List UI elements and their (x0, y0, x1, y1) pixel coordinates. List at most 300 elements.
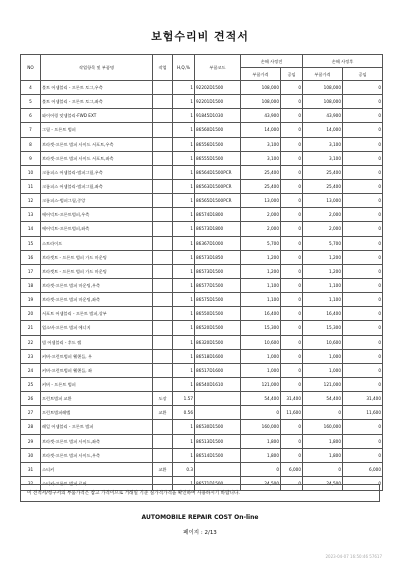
header-item: 작업항목 및 부품명 (41, 55, 153, 81)
row-labor-before: 0 (281, 264, 303, 278)
row-part-code: 86560D1500 (195, 123, 241, 137)
row-part-price-before: 24,500 (241, 476, 281, 490)
row-part-code: 86577D1500 (195, 278, 241, 292)
row-work (153, 194, 173, 208)
row-labor-before: 0 (281, 321, 303, 335)
row-part-code: 86367D1000 (195, 236, 241, 250)
row-item: 프런트범퍼 교환 (41, 392, 153, 406)
row-item: 브라켓-프론트 범퍼 사이드 서포트,우측 (41, 137, 153, 151)
row-labor-after: 0 (343, 321, 383, 335)
row-work (153, 179, 173, 193)
row-no: 27 (21, 406, 41, 420)
row-hq: 0.56 (173, 406, 195, 420)
row-item: 에어덕트-프론트범퍼,우측 (41, 208, 153, 222)
notice-text: 이 견적서/청구서의 부품가격은 참고 가격이므로 거래일 기준 실가격가격을 확인하여 사용하시기 바랍니다. (27, 491, 240, 496)
row-work (153, 434, 173, 448)
row-part-code: 86514D1500 (195, 448, 241, 462)
row-part-price-after: 2,000 (303, 222, 343, 236)
row-item: 스트라이프 (41, 236, 153, 250)
row-hq: 1 (173, 321, 195, 335)
row-item: 커버-프런트범퍼 웰핸들, 우 (41, 349, 153, 363)
row-item: 업소버-프론트 범퍼 에너지 (41, 321, 153, 335)
table-row (21, 406, 383, 420)
row-hq: 1 (173, 236, 195, 250)
row-no: 26 (21, 392, 41, 406)
row-part-code: 86575D1500 (195, 293, 241, 307)
row-part-price-before: 25,400 (241, 165, 281, 179)
row-labor-after: 0 (343, 151, 383, 165)
header-part-price-before: 부품가격 (241, 68, 281, 81)
row-part-code: 86565D1500PCR (195, 194, 241, 208)
document-title: 보험수리비 견적서 (151, 30, 249, 43)
header-work: 작업 (153, 55, 173, 81)
row-part-code: 86540D1610 (195, 377, 241, 391)
row-no: 16 (21, 250, 41, 264)
row-labor-before: 0 (281, 95, 303, 109)
row-labor-before: 6,000 (281, 462, 303, 476)
row-labor-before: 0 (281, 349, 303, 363)
table-row (21, 137, 383, 151)
row-work (153, 363, 173, 377)
row-hq: 1 (173, 307, 195, 321)
row-labor-after: 0 (343, 194, 383, 208)
row-no: 9 (21, 151, 41, 165)
row-no: 17 (21, 264, 41, 278)
row-item: 커버 - 프론트 범퍼 (41, 377, 153, 391)
row-part-price-before: 3,100 (241, 137, 281, 151)
row-part-code: 86573D1850 (195, 250, 241, 264)
row-work (153, 109, 173, 123)
row-item: 크롬피스 어셈블리-범퍼그릴,우측 (41, 165, 153, 179)
row-hq: 1 (173, 448, 195, 462)
row-no: 21 (21, 321, 41, 335)
row-work (153, 236, 173, 250)
row-hq: 1 (173, 434, 195, 448)
row-part-price-before: 1,800 (241, 448, 281, 462)
row-hq: 1 (173, 264, 195, 278)
row-part-price-after: 3,100 (303, 137, 343, 151)
row-part-price-before: 5,700 (241, 236, 281, 250)
row-hq: 1 (173, 349, 195, 363)
row-part-price-after: 16,400 (303, 307, 343, 321)
row-part-code: 92201D1500 (195, 95, 241, 109)
page-number: 페이지 : 2/13 (183, 530, 217, 536)
table-row (21, 462, 383, 476)
header-part-code: 부품코드 (195, 55, 241, 81)
row-part-price-before: 1,000 (241, 363, 281, 377)
row-labor-before: 0 (281, 165, 303, 179)
row-part-price-before: 0 (241, 406, 281, 420)
row-work: 교환 (153, 462, 173, 476)
row-hq: 1 (173, 335, 195, 349)
row-labor-before: 0 (281, 335, 303, 349)
row-part-price-before: 2,000 (241, 208, 281, 222)
row-work (153, 250, 173, 264)
row-no: 15 (21, 236, 41, 250)
table-body (21, 81, 383, 491)
row-hq: 1 (173, 194, 195, 208)
row-no: 6 (21, 109, 41, 123)
row-item: 볼트 어셈블리 - 프론트 토그,우측 (41, 81, 153, 95)
row-part-code: 86513D1500 (195, 434, 241, 448)
row-labor-after: 0 (343, 236, 383, 250)
row-item: 서포트 어셈블리 - 프론트 범퍼,상부 (41, 307, 153, 321)
header-labor-before: 공임 (281, 68, 303, 81)
row-part-code: 86320D1500 (195, 335, 241, 349)
table-row (21, 448, 383, 462)
row-work (153, 377, 173, 391)
row-no: 30 (21, 448, 41, 462)
row-work (153, 123, 173, 137)
row-labor-after: 11,600 (343, 406, 383, 420)
table-row (21, 95, 383, 109)
header-group-after: 손해 사정후 (303, 55, 383, 68)
table-row (21, 420, 383, 434)
row-part-code: 86573D1500 (195, 264, 241, 278)
row-hq: 1 (173, 81, 195, 95)
row-labor-after: 0 (343, 448, 383, 462)
estimate-table (20, 54, 383, 491)
row-part-price-after: 160,000 (303, 420, 343, 434)
row-part-price-after: 1,200 (303, 264, 343, 278)
table-row (21, 109, 383, 123)
row-hq: 1 (173, 278, 195, 292)
row-item: 와이어링 앗셈블리-FWD EXT (41, 109, 153, 123)
row-labor-before: 0 (281, 278, 303, 292)
row-item: 브라켓-프론트 범퍼 사이드 서포트,좌측 (41, 151, 153, 165)
row-part-price-after: 25,400 (303, 179, 343, 193)
row-work (153, 321, 173, 335)
row-no: 10 (21, 165, 41, 179)
row-work (153, 95, 173, 109)
row-labor-after: 0 (343, 123, 383, 137)
row-labor-before: 0 (281, 81, 303, 95)
row-part-price-after: 0 (303, 462, 343, 476)
row-part-price-before: 13,000 (241, 194, 281, 208)
row-labor-before: 0 (281, 476, 303, 490)
row-hq: 1 (173, 250, 195, 264)
table-row (21, 194, 383, 208)
row-part-price-after: 3,100 (303, 151, 343, 165)
row-hq: 1 (173, 151, 195, 165)
table-row (21, 222, 383, 236)
row-part-price-before: 1,200 (241, 264, 281, 278)
row-labor-before: 0 (281, 293, 303, 307)
row-part-code (195, 392, 241, 406)
row-part-price-after: 43,900 (303, 109, 343, 123)
row-part-price-before: 43,900 (241, 109, 281, 123)
row-part-price-after: 5,700 (303, 236, 343, 250)
header-group-before: 손해 사정전 (241, 55, 303, 68)
row-hq: 1 (173, 222, 195, 236)
row-part-price-after: 2,000 (303, 208, 343, 222)
row-item: 커버-프런트범퍼 웰핸들, 좌 (41, 363, 153, 377)
row-hq: 1 (173, 420, 195, 434)
row-part-price-before: 160,000 (241, 420, 281, 434)
row-part-code: 86573D1800 (195, 222, 241, 236)
row-part-code: 86564D1500PCR (195, 165, 241, 179)
row-labor-after: 0 (343, 278, 383, 292)
row-labor-before: 0 (281, 123, 303, 137)
row-part-code: 86517D1600 (195, 363, 241, 377)
table-row (21, 392, 383, 406)
row-item: 브라켓-프론트 범퍼 마운팅,우측 (41, 278, 153, 292)
row-hq: 1 (173, 109, 195, 123)
row-part-code: 86555D1500 (195, 151, 241, 165)
row-labor-after: 0 (343, 377, 383, 391)
table-row (21, 123, 383, 137)
table-row (21, 250, 383, 264)
row-part-price-after: 0 (303, 406, 343, 420)
row-work (153, 349, 173, 363)
row-part-price-after: 1,000 (303, 349, 343, 363)
row-part-price-after: 25,400 (303, 165, 343, 179)
row-labor-before: 31,400 (281, 392, 303, 406)
row-labor-before: 0 (281, 137, 303, 151)
row-no: 32 (21, 476, 41, 490)
table-row (21, 307, 383, 321)
row-part-code: 86520D1500 (195, 321, 241, 335)
row-part-price-after: 24,500 (303, 476, 343, 490)
row-hq: 1 (173, 179, 195, 193)
row-part-price-after: 54,400 (303, 392, 343, 406)
row-no: 5 (21, 95, 41, 109)
row-part-price-before: 0 (241, 462, 281, 476)
table-row (21, 236, 383, 250)
row-labor-before: 0 (281, 434, 303, 448)
row-item: 프런트범퍼레벨 (41, 406, 153, 420)
row-no: 31 (21, 462, 41, 476)
table-row (21, 81, 383, 95)
row-labor-after: 0 (343, 165, 383, 179)
row-part-price-after: 108,000 (303, 95, 343, 109)
row-hq: 1 (173, 476, 195, 490)
table-row (21, 278, 383, 292)
row-no: 22 (21, 335, 41, 349)
row-part-price-after: 1,200 (303, 250, 343, 264)
row-work (153, 81, 173, 95)
row-no: 7 (21, 123, 41, 137)
row-no: 14 (21, 222, 41, 236)
row-part-price-after: 15,300 (303, 321, 343, 335)
row-labor-after: 0 (343, 349, 383, 363)
row-part-price-before: 3,100 (241, 151, 281, 165)
notice-box (20, 484, 380, 502)
row-no: 29 (21, 434, 41, 448)
row-part-price-before: 16,400 (241, 307, 281, 321)
row-part-price-before: 25,400 (241, 179, 281, 193)
row-labor-after: 0 (343, 293, 383, 307)
row-no: 4 (21, 81, 41, 95)
row-labor-after: 6,000 (343, 462, 383, 476)
row-hq: 0.3 (173, 462, 195, 476)
table-row (21, 335, 383, 349)
row-part-price-before: 54,400 (241, 392, 281, 406)
row-labor-before: 0 (281, 109, 303, 123)
row-labor-after: 0 (343, 208, 383, 222)
row-hq: 1 (173, 95, 195, 109)
row-item: 브라켓트 - 프론트 범퍼 가드 마운팅 (41, 264, 153, 278)
row-no: 24 (21, 363, 41, 377)
row-work (153, 335, 173, 349)
row-item: 브라켓-프론트 범퍼 사이드,좌측 (41, 434, 153, 448)
row-labor-before: 0 (281, 208, 303, 222)
row-part-price-after: 1,100 (303, 293, 343, 307)
row-no: 18 (21, 278, 41, 292)
row-part-price-after: 1,100 (303, 278, 343, 292)
row-part-price-after: 14,000 (303, 123, 343, 137)
row-labor-before: 0 (281, 222, 303, 236)
row-labor-after: 0 (343, 476, 383, 490)
row-item: 브라켓-프론트 범퍼 마운팅,좌측 (41, 293, 153, 307)
row-part-price-after: 13,000 (303, 194, 343, 208)
row-labor-before: 0 (281, 363, 303, 377)
print-timestamp: 2023-04-07 16:50:46 57617 (325, 554, 382, 559)
row-work (153, 420, 173, 434)
row-work (153, 264, 173, 278)
row-no: 12 (21, 194, 41, 208)
row-item: 볼트 어셈블리 - 프론트 토그,좌측 (41, 95, 153, 109)
row-hq: 1 (173, 165, 195, 179)
row-labor-before: 0 (281, 377, 303, 391)
row-labor-after: 0 (343, 137, 383, 151)
row-part-code: 86563D1500PCR (195, 179, 241, 193)
row-work (153, 208, 173, 222)
row-part-price-before: 1,100 (241, 293, 281, 307)
row-no: 11 (21, 179, 41, 193)
row-labor-before: 11,600 (281, 406, 303, 420)
row-part-code: 86518D1600 (195, 349, 241, 363)
row-part-price-before: 1,000 (241, 349, 281, 363)
row-part-price-after: 121,000 (303, 377, 343, 391)
row-part-price-before: 108,000 (241, 95, 281, 109)
table-row (21, 293, 383, 307)
row-no: 20 (21, 307, 41, 321)
row-item: 크롬피스-범퍼그릴,중앙 (41, 194, 153, 208)
row-item: 에어덕트-프론트범퍼,좌측 (41, 222, 153, 236)
row-no: 19 (21, 293, 41, 307)
table-row (21, 434, 383, 448)
row-item: 빔 어셈블리 - 후드 랩 (41, 335, 153, 349)
row-part-code: 86571D1500 (195, 476, 241, 490)
row-work: 교환 (153, 406, 173, 420)
row-hq: 1 (173, 137, 195, 151)
row-labor-before: 0 (281, 179, 303, 193)
row-hq: 1 (173, 208, 195, 222)
row-labor-before: 0 (281, 194, 303, 208)
row-work (153, 278, 173, 292)
row-part-price-before: 2,000 (241, 222, 281, 236)
row-no: 23 (21, 349, 41, 363)
row-hq: 1 (173, 377, 195, 391)
header-labor-after: 공임 (343, 68, 383, 81)
table-row (21, 321, 383, 335)
row-labor-before: 0 (281, 151, 303, 165)
row-part-code: 91845D1030 (195, 109, 241, 123)
row-labor-before: 0 (281, 307, 303, 321)
row-labor-after: 0 (343, 222, 383, 236)
row-part-code: 86574D1800 (195, 208, 241, 222)
row-item: 브라켓트 - 프론트 범퍼 가드 마운팅 (41, 250, 153, 264)
row-part-price-after: 108,000 (303, 81, 343, 95)
row-part-price-after: 1,800 (303, 448, 343, 462)
row-labor-after: 0 (343, 335, 383, 349)
row-labor-after: 0 (343, 179, 383, 193)
row-work (153, 307, 173, 321)
header-hq: H,Q,% (173, 55, 195, 81)
row-labor-after: 0 (343, 95, 383, 109)
row-part-price-after: 1,000 (303, 363, 343, 377)
row-part-price-before: 14,000 (241, 123, 281, 137)
row-item: 스티커 (41, 462, 153, 476)
header-no: NO (21, 55, 41, 81)
row-part-code (195, 406, 241, 420)
row-labor-after: 0 (343, 434, 383, 448)
row-item: 레일 어셈블리 - 프론트 범퍼 (41, 420, 153, 434)
table-row (21, 179, 383, 193)
row-hq: 1 (173, 363, 195, 377)
table-row (21, 264, 383, 278)
row-part-code: 86530D1500 (195, 420, 241, 434)
row-work (153, 151, 173, 165)
row-part-code: 86550D1500 (195, 307, 241, 321)
row-part-price-after: 1,800 (303, 434, 343, 448)
header-part-price-after: 부품가격 (303, 68, 343, 81)
row-labor-before: 0 (281, 420, 303, 434)
row-work: 도장 (153, 392, 173, 406)
table-row (21, 165, 383, 179)
row-no: 13 (21, 208, 41, 222)
row-work (153, 137, 173, 151)
row-no: 28 (21, 420, 41, 434)
row-work (153, 448, 173, 462)
footer-title: AUTOMOBILE REPAIR COST On-line (141, 514, 259, 521)
table-row (21, 349, 383, 363)
row-no: 8 (21, 137, 41, 151)
row-part-code: 92202D1500 (195, 81, 241, 95)
row-work (153, 293, 173, 307)
table-row (21, 377, 383, 391)
row-item: 그릴 - 프론트 범퍼 (41, 123, 153, 137)
row-labor-after: 0 (343, 81, 383, 95)
row-work (153, 222, 173, 236)
row-part-price-before: 1,200 (241, 250, 281, 264)
row-item: 스티커-프론트 범퍼 로어 (41, 476, 153, 490)
row-labor-after: 0 (343, 250, 383, 264)
row-labor-after: 0 (343, 109, 383, 123)
row-hq: 1 (173, 123, 195, 137)
row-part-price-before: 1,100 (241, 278, 281, 292)
row-part-price-before: 15,300 (241, 321, 281, 335)
row-labor-after: 0 (343, 307, 383, 321)
row-part-price-after: 10,600 (303, 335, 343, 349)
row-hq: 1 (173, 293, 195, 307)
row-part-code (195, 462, 241, 476)
row-part-price-before: 108,000 (241, 81, 281, 95)
table-header-row (21, 55, 383, 68)
row-work (153, 165, 173, 179)
row-labor-before: 0 (281, 448, 303, 462)
table-row (21, 208, 383, 222)
row-part-price-before: 1,800 (241, 434, 281, 448)
row-labor-after: 0 (343, 420, 383, 434)
row-no: 25 (21, 377, 41, 391)
row-hq: 1.57 (173, 392, 195, 406)
row-labor-before: 0 (281, 236, 303, 250)
row-part-price-before: 10,600 (241, 335, 281, 349)
row-item: 크롬피스 어셈블리-범퍼그릴,좌측 (41, 179, 153, 193)
row-labor-after: 31,400 (343, 392, 383, 406)
